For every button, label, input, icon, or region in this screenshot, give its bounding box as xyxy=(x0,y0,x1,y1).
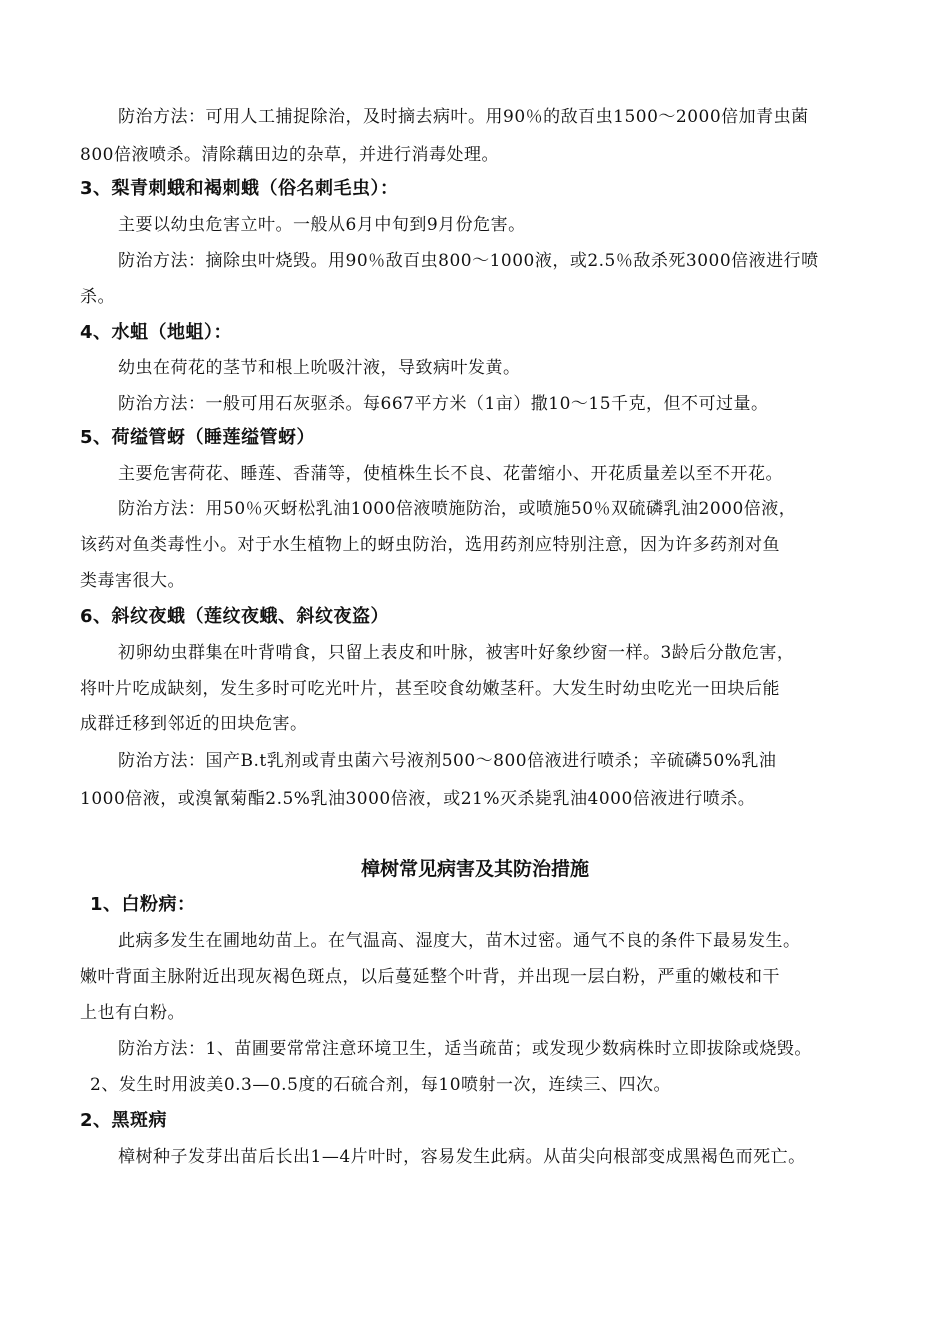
paragraph-line: 樟树种子发芽出苗后长出1—4片叶时，容易发生此病。从苗尖向根部变成黑褐色而死亡。 xyxy=(118,1147,806,1167)
section-heading: 2、黑斑病 xyxy=(80,1110,168,1131)
section-heading: 1、白粉病： xyxy=(90,894,196,915)
paragraph-line: 防治方法：可用人工捕捉除治，及时摘去病叶。用90％的敌百虫1500～2000倍加青虫菌 xyxy=(118,107,809,127)
paragraph-line: 幼虫在荷花的茎节和根上吮吸汁液，导致病叶发黄。 xyxy=(118,358,521,378)
section-heading: 4、水蛆（地蛆）： xyxy=(80,322,233,343)
paragraph-line: 嫩叶背面主脉附近出现灰褐色斑点，以后蔓延整个叶背，并出现一层白粉，严重的嫩枝和干 xyxy=(80,967,780,987)
paragraph-line: 杀。 xyxy=(80,287,115,307)
document-title: 樟树常见病害及其防治措施 xyxy=(360,858,589,880)
paragraph-line: 防治方法：国产B.t乳剂或青虫菌六号液剂500～800倍液进行喷杀；辛硫磷50%乳油 xyxy=(118,751,777,771)
paragraph-line: 将叶片吃成缺刻，发生多时可吃光叶片，甚至咬食幼嫩茎秆。大发生时幼虫吃光一田块后能 xyxy=(80,679,780,699)
section-heading: 3、梨青刺蛾和褐刺蛾（俗名刺毛虫）： xyxy=(80,178,399,199)
paragraph-line: 成群迁移到邻近的田块危害。 xyxy=(80,714,308,734)
section-heading: 6、斜纹夜蛾（莲纹夜蛾、斜纹夜盗） xyxy=(80,606,390,627)
paragraph-line: 初卵幼虫群集在叶背啃食，只留上表皮和叶脉，被害叶好象纱窗一样。3龄后分散危害， xyxy=(118,643,795,663)
paragraph-line: 主要以幼虫危害立叶。一般从6月中旬到9月份危害。 xyxy=(118,215,526,235)
paragraph-line: 此病多发生在圃地幼苗上。在气温高、湿度大，苗木过密。通气不良的条件下最易发生。 xyxy=(118,931,801,951)
paragraph-line: 1000倍液，或溴氰菊酯2.5%乳油3000倍液，或21%灭杀毙乳油4000倍液进行喷杀。 xyxy=(80,789,756,809)
paragraph-line: 800倍液喷杀。清除藕田边的杂草，并进行消毒处理。 xyxy=(80,145,499,165)
paragraph-line: 防治方法：一般可用石灰驱杀。每667平方米（1亩）撒10～15千克，但不可过量。 xyxy=(118,394,769,414)
paragraph-line: 该药对鱼类毒性小。对于水生植物上的蚜虫防治，选用药剂应特别注意，因为许多药剂对鱼 xyxy=(80,535,780,555)
paragraph-line: 防治方法：用50％灭蚜松乳油1000倍液喷施防治，或喷施50％双硫磷乳油2000倍液， xyxy=(118,499,797,519)
paragraph-line: 2、发生时用波美0.3—0.5度的石硫合剂，每10喷射一次，连续三、四次。 xyxy=(90,1075,672,1095)
paragraph-line: 类毒害很大。 xyxy=(80,571,185,591)
paragraph-line: 上也有白粉。 xyxy=(80,1003,185,1023)
paragraph-line: 主要危害荷花、睡莲、香蒲等，使植株生长不良、花蕾缩小、开花质量差以至不开花。 xyxy=(118,464,783,484)
paragraph-line: 防治方法：摘除虫叶烧毁。用90％敌百虫800～1000液，或2.5％敌杀死3000倍液进行喷 xyxy=(118,251,819,271)
section-heading: 5、荷缢管蚜（睡莲缢管蚜） xyxy=(80,427,316,448)
paragraph-line: 防治方法：1、苗圃要常常注意环境卫生，适当疏苗；或发现少数病株时立即拔除或烧毁。 xyxy=(118,1039,812,1059)
